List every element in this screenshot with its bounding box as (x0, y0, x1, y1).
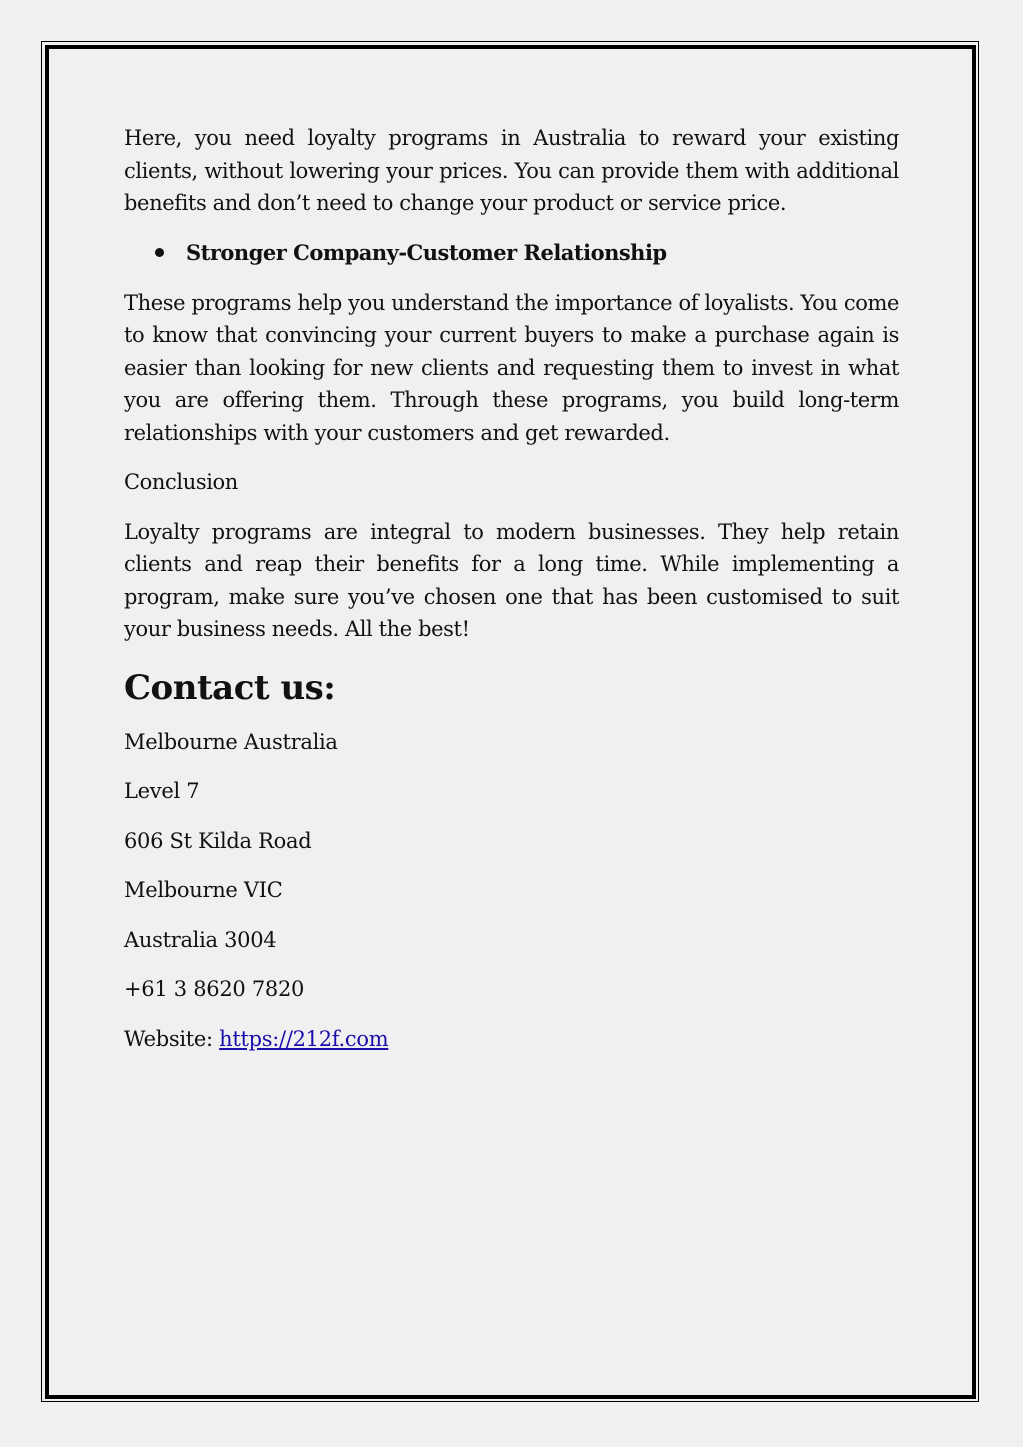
conclusion-label: Conclusion (124, 470, 238, 494)
contact-line-city: Melbourne Australia (124, 729, 338, 754)
contact-line-phone: +61 3 8620 7820 (124, 977, 305, 1002)
relationship-paragraph: These programs help you understand the importance of loyalists. You come to know that convincing your current buyers to make a purchase again is easier than looking for new clients and requesting them to invest in what you are offering them. Through these programs, you build long-term relationships with your customers and get rewarded. (124, 290, 899, 445)
contact-line-level: Level 7 (124, 779, 200, 804)
contact-line-street: 606 St Kilda Road (124, 828, 312, 853)
bullet-icon (155, 248, 164, 257)
document-body (124, 122, 899, 1073)
contact-line-suburb: Melbourne VIC (124, 878, 283, 903)
contact-line-website (124, 1023, 899, 1055)
bullet-item (124, 236, 899, 270)
website-label: Website: (124, 1027, 220, 1052)
bullet-heading: Stronger Company-Customer Relationship (186, 240, 667, 265)
website-link[interactable]: https://212f.com (219, 1027, 389, 1052)
contact-heading: Contact us: (124, 667, 336, 708)
contact-line-postcode: Australia 3004 (124, 927, 277, 952)
conclusion-paragraph: Loyalty programs are integral to modern businesses. They help retain clients and reap their benefits for a long time. While implementing a program, make sure you’ve chosen one that has been customised to suit your business needs. All the best! (124, 519, 899, 641)
intro-paragraph: Here, you need loyalty programs in Australia to reward your existing clients, without lowering your prices. You can provide them with additional benefits and don’t need to change your product or service price. (124, 126, 899, 215)
